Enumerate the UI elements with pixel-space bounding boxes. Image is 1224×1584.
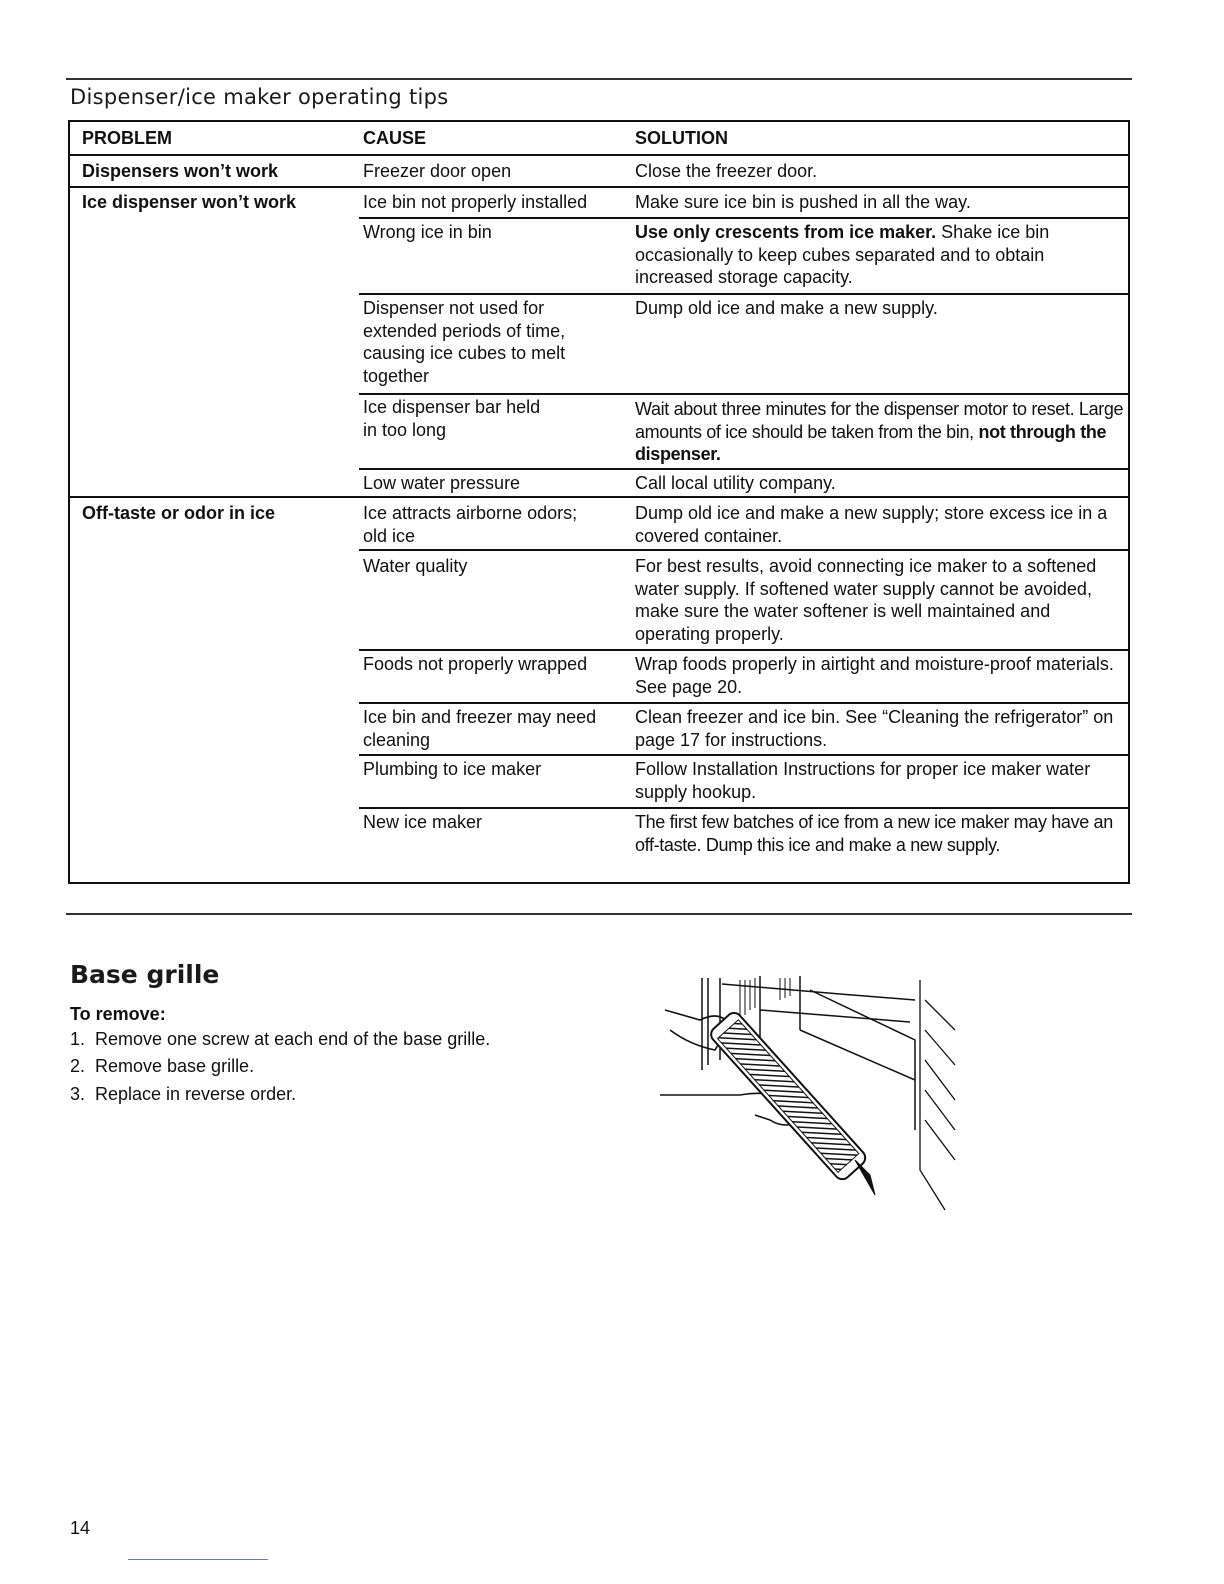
solution-cell: For best results, avoid connecting ice maker to a softened water supply. If softened water supply cannot be avoided, make sure the water softener is well maintained and operating properly. xyxy=(635,556,1097,644)
header-problem: PROBLEM xyxy=(82,128,172,148)
to-remove-heading: To remove: xyxy=(70,1004,166,1024)
header-cause: CAUSE xyxy=(363,128,427,148)
cause-cell: Foods not properly wrapped xyxy=(363,654,588,674)
step-text: Remove one screw at each end of the base grille. xyxy=(95,1029,491,1049)
step-2 xyxy=(70,1056,254,1077)
cause-cell: Ice bin not properly installed xyxy=(363,192,588,212)
page-number: 14 xyxy=(70,1518,91,1538)
base-grille-title: Base grille xyxy=(70,960,220,989)
step-1 xyxy=(70,1029,490,1050)
solution-text: Shake ice bin occasionally to keep cubes separated and to obtain increased storage capacity. xyxy=(635,222,1050,287)
problem-off-taste: Off-taste or odor in ice xyxy=(82,503,276,523)
solution-cell: Clean freezer and ice bin. See “Cleaning the refrigerator” on page 17 for instructions. xyxy=(635,707,1114,750)
step-text: Replace in reverse order. xyxy=(95,1084,297,1104)
cause-cell: Ice dispenser bar held in too long xyxy=(363,397,541,440)
cause-cell: Ice attracts airborne odors; old ice xyxy=(363,503,578,546)
solution-cell: Call local utility company. xyxy=(635,473,836,493)
tips-section-title: Dispenser/ice maker operating tips xyxy=(70,85,449,109)
step-number: 1. xyxy=(70,1029,86,1049)
cause-cell: Low water pressure xyxy=(363,473,521,493)
step-number: 3. xyxy=(70,1084,86,1104)
top-rule xyxy=(66,78,1132,80)
cause-cell: Wrong ice in bin xyxy=(363,222,492,242)
solution-cell xyxy=(635,398,1125,466)
operating-tips-table xyxy=(68,120,1130,884)
solution-cell: Follow Installation Instructions for proper ice maker water supply hookup. xyxy=(635,759,1091,802)
solution-cell: Dump old ice and make a new supply. xyxy=(635,298,938,318)
cause-cell: New ice maker xyxy=(363,812,483,832)
solution-cell: Dump old ice and make a new supply; store excess ice in a covered container. xyxy=(635,503,1108,546)
section-rule xyxy=(66,913,1132,915)
solution-emphasis: not through the dispenser. xyxy=(635,421,1107,464)
problem-ice-dispenser: Ice dispenser won’t work xyxy=(82,192,297,212)
step-3 xyxy=(70,1084,296,1105)
solution-cell xyxy=(635,221,1125,289)
solution-cell: The first few batches of ice from a new ice maker may have an off-taste. Dump this ice and make a new supply. xyxy=(635,812,1113,855)
solution-text: Wait about three minutes for the dispenser motor to reset. Large amounts of ice should be taken from the bin, xyxy=(635,399,1124,442)
problem-dispensers: Dispensers won’t work xyxy=(82,161,279,181)
solution-cell: Wrap foods properly in airtight and moisture-proof materials. See page 20. xyxy=(635,654,1114,697)
cause-cell: Plumbing to ice maker xyxy=(363,759,542,779)
cause-cell: Ice bin and freezer may need cleaning xyxy=(363,707,597,750)
cause-cell: Water quality xyxy=(363,556,468,576)
cause-cell: Freezer door open xyxy=(363,161,512,181)
solution-cell: Close the freezer door. xyxy=(635,161,818,181)
base-grille-illustration xyxy=(660,970,960,1215)
cause-cell: Dispenser not used for extended periods of time, causing ice cubes to melt together xyxy=(363,298,566,386)
solution-emphasis: Use only crescents from ice maker. xyxy=(635,222,937,242)
footer-line xyxy=(128,1559,268,1560)
step-number: 2. xyxy=(70,1056,86,1076)
solution-cell: Make sure ice bin is pushed in all the way. xyxy=(635,192,971,212)
header-solution: SOLUTION xyxy=(635,128,728,148)
step-text: Remove base grille. xyxy=(95,1056,255,1076)
